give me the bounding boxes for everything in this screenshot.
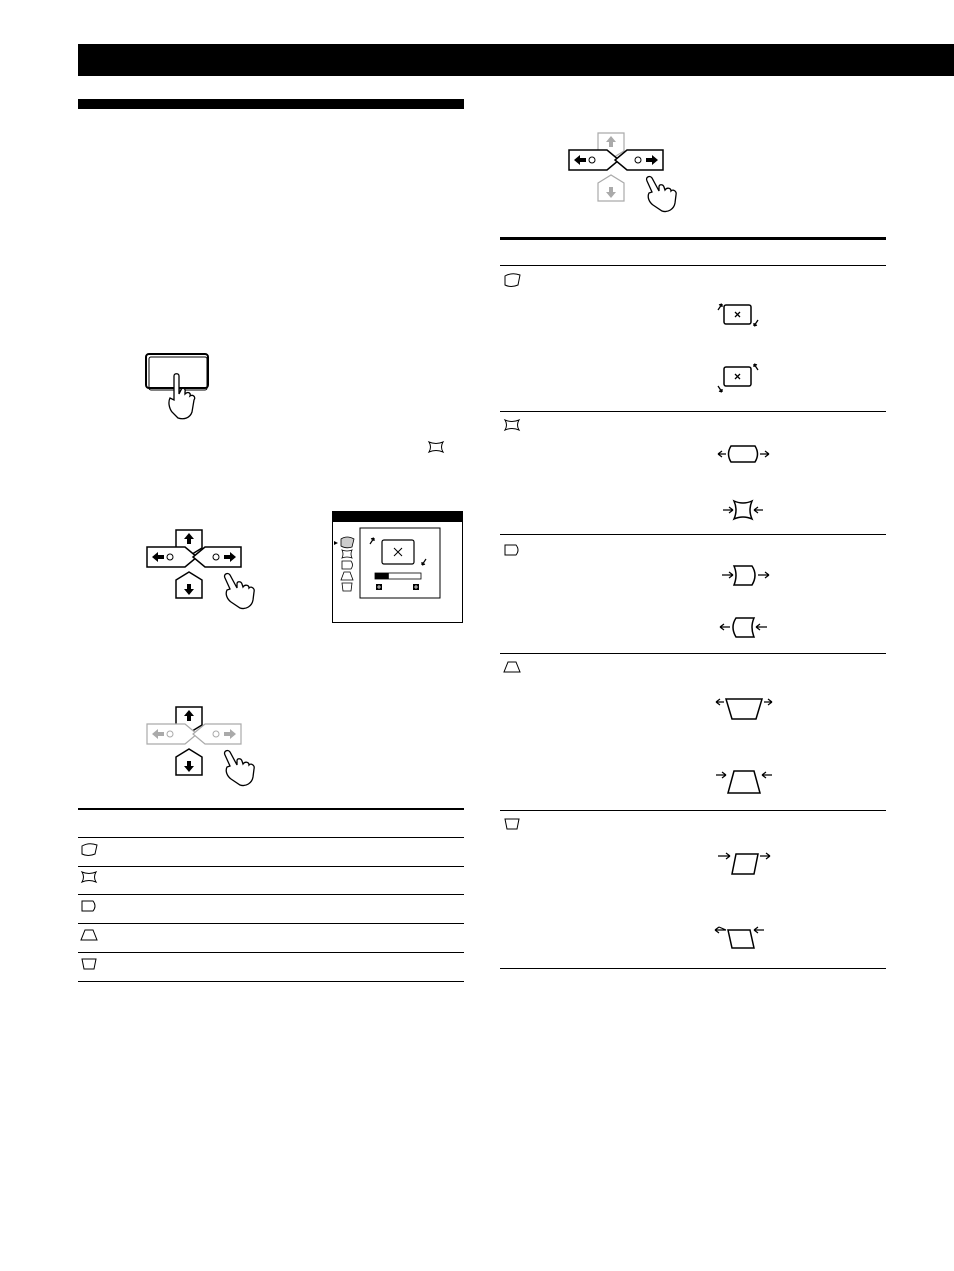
pincushion-icon xyxy=(505,420,519,430)
left-table-row-rule xyxy=(78,923,464,924)
pointing-hand-icon xyxy=(225,574,255,609)
pin-balance-icon xyxy=(342,561,353,569)
pin-balance-icon xyxy=(505,545,518,555)
parallelogram-icon xyxy=(505,819,519,829)
parallelogram-right-illustration xyxy=(712,850,776,878)
pin-balance-right-illustration xyxy=(714,563,774,589)
pointing-hand-icon xyxy=(225,751,255,786)
rotation-counterclockwise-illustration xyxy=(714,364,764,394)
rotation-icon xyxy=(341,537,354,548)
left-table-row-rule xyxy=(78,866,464,867)
section-title-bar xyxy=(78,99,464,109)
right-table-header-rule xyxy=(500,265,886,266)
pin-balance-icon xyxy=(82,901,95,911)
left-table-icons xyxy=(80,840,100,980)
rotation-icon xyxy=(505,274,520,287)
right-table-section-rule xyxy=(500,411,886,412)
left-table-header-rule xyxy=(78,837,464,838)
right-table-section-rule xyxy=(500,653,886,654)
osd-menu-content xyxy=(332,511,463,623)
left-table-row-rule xyxy=(78,952,464,953)
right-table-icons xyxy=(503,270,523,840)
trapezoid-icon xyxy=(341,572,353,580)
rotation-icon xyxy=(82,844,97,856)
trapezoid-icon xyxy=(504,662,520,672)
pincushion-icon xyxy=(342,550,352,558)
left-table-row-rule xyxy=(78,894,464,895)
rotation-clockwise-illustration xyxy=(714,300,764,330)
parallelogram-icon xyxy=(342,583,352,591)
right-table-section-rule xyxy=(500,534,886,535)
right-table-top-rule xyxy=(500,237,886,240)
pincushion-icon xyxy=(82,872,96,882)
parallelogram-icon xyxy=(82,959,96,969)
pin-balance-left-illustration xyxy=(714,615,774,641)
menu-button-illustration xyxy=(140,350,220,430)
header-bar xyxy=(78,44,954,76)
trapezoid-icon xyxy=(81,930,97,940)
trapezoid-wide-top-illustration xyxy=(712,693,776,723)
pincushion-inward-illustration xyxy=(714,498,774,522)
trapezoid-narrow-top-illustration xyxy=(712,767,776,797)
control-pad-updown xyxy=(145,705,275,795)
pincushion-icon xyxy=(428,441,444,453)
right-table-bottom-rule xyxy=(500,968,886,969)
pincushion-outward-illustration xyxy=(714,442,774,466)
control-pad-leftright xyxy=(567,131,697,221)
control-pad-full xyxy=(145,528,275,618)
left-table-bottom-rule xyxy=(78,981,464,982)
parallelogram-left-illustration xyxy=(712,924,776,952)
pointing-hand-icon xyxy=(647,177,677,212)
right-table-section-rule xyxy=(500,810,886,811)
left-table-top-rule xyxy=(78,808,464,810)
